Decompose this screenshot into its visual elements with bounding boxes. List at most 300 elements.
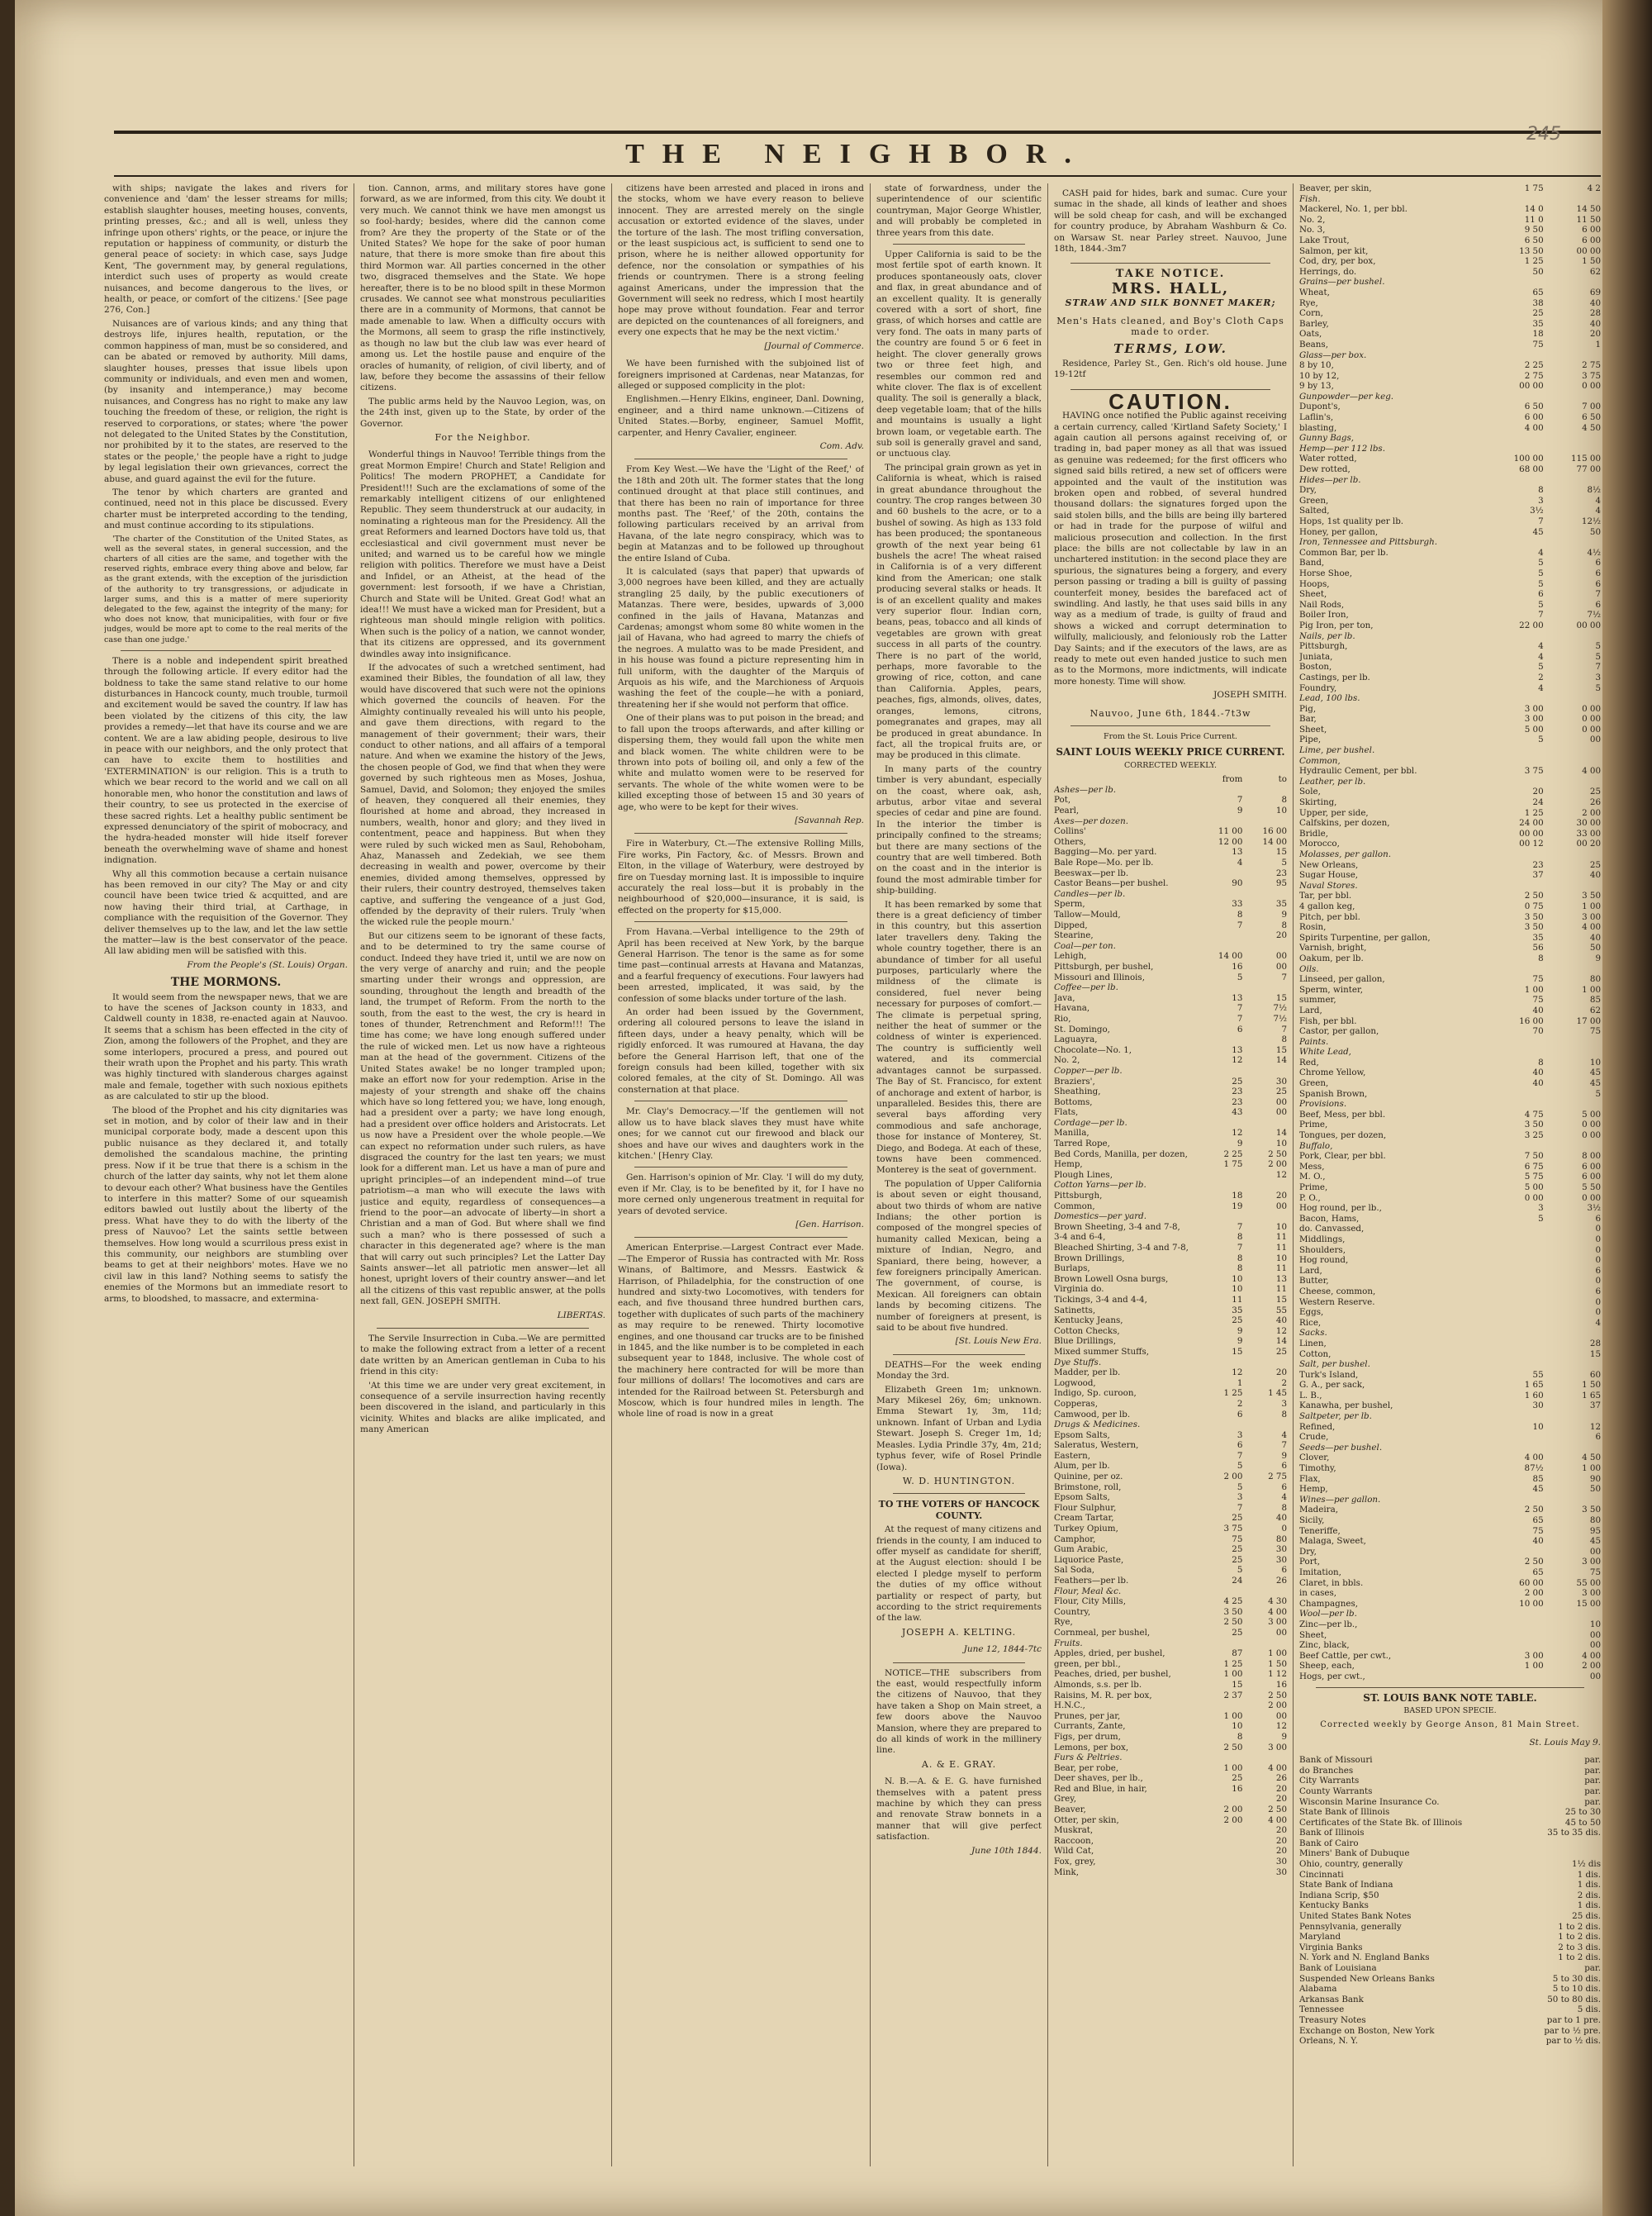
table-cell-item: Indiana Scrip, $50 (1299, 1890, 1379, 1900)
table-cell-value: 100 00 (1513, 454, 1544, 464)
masthead-title: THE NEIGHBOR. (625, 139, 1089, 169)
table-row (1299, 1453, 1601, 1463)
table-cell-value: 5 dis. (1577, 2004, 1601, 2015)
table-cell-value: 4 (1237, 858, 1243, 868)
table-cell-item: Virginia Banks (1299, 1942, 1363, 1952)
table-cell-item: Pork, Clear, per bbl. (1299, 1151, 1386, 1162)
table-cell-item: Mixed summer Stuffs, (1054, 1346, 1150, 1357)
table-cell-value: 6 (1237, 1409, 1243, 1419)
table-cell-value: 6 (1538, 589, 1544, 600)
table-cell-item: green, per bbl., (1054, 1658, 1121, 1669)
table-cell-item: Bed Cords, Manilla, per dozen, (1054, 1148, 1188, 1159)
table-cell-item: Suspended New Orleans Banks (1299, 1973, 1435, 1984)
table-cell-item: Certificates of the State Bk. of Illinois (1299, 1817, 1463, 1828)
table-cell-item: Miners' Bank of Dubuque (1299, 1848, 1410, 1859)
table-row (1299, 1141, 1601, 1152)
table-row (1299, 183, 1601, 194)
table-row (1299, 641, 1601, 652)
table-row (1299, 1318, 1601, 1329)
table-cell-value: 37 (1532, 870, 1544, 881)
table-cell-item: Cotton, (1299, 1348, 1332, 1359)
table-cell-value: 00 (1275, 1201, 1287, 1211)
table-cell-value: 1 25 (1524, 256, 1544, 267)
table-cell-item: Castings, per lb. (1299, 672, 1370, 682)
table-row (1054, 1576, 1287, 1586)
table-cell-value: 25 (1532, 308, 1544, 319)
table-cell-item: Tarred Rope, (1054, 1139, 1110, 1149)
table-cell-value: 4 50 (1582, 1453, 1601, 1463)
table-cell-item: Bear, per robe, (1054, 1762, 1119, 1773)
table-row (1054, 1295, 1287, 1305)
table-cell-value: 20 (1589, 329, 1601, 340)
table-cell-value (1544, 350, 1601, 361)
table-cell-item: Madder, per lb. (1054, 1367, 1121, 1378)
column-rule (1293, 183, 1294, 2166)
table-cell-value: 3½ (1587, 1203, 1601, 1214)
table-cell-value (1544, 194, 1601, 205)
table-cell-value: 3 50 (1223, 1606, 1243, 1617)
table-cell-value (1544, 1359, 1601, 1370)
bank-table-title: ST. LOUIS BANK NOTE TABLE. (1363, 1691, 1537, 1704)
paragraph: 'The charter of the Constitution of the United States, as well as the several states, in general succession, and the charters of all cities are the same, and together with the reserved rights, embrace every thing above and below, far as the grant extends, with the exception of the jurisdiction of the authority to try transgressions, or adjudicate in larger sums, and this is a matter of mere superiority delegated to the few, against the integrity of the many; for who does not know, that municipalities, with four or five judges, would be more apt to come to the real merits of the case than one judge.' (104, 534, 348, 644)
table-row (1299, 1547, 1601, 1557)
table-row (1054, 1430, 1287, 1441)
table-row (1054, 1691, 1287, 1701)
table-cell-value: 40 (1532, 1068, 1544, 1078)
table-cell-item: Pipe, (1299, 735, 1322, 745)
table-cell-item: Glass—per box. (1299, 350, 1367, 360)
table-cell-item: City Warrants (1299, 1776, 1360, 1786)
table-cell-value (1242, 941, 1287, 952)
table-cell-value (1544, 849, 1601, 860)
table-cell-value: 25 (1232, 1627, 1243, 1638)
table-cell-value: 15 (1275, 1294, 1287, 1305)
table-row (1299, 1234, 1601, 1245)
paragraph: Gen. Harrison's opinion of Mr. Clay. 'I will do my duty, even if Mr. Clay, is to be benefited by it, for I have no more cerned only ungenerous treatment in requital for years of devoted service. (618, 1172, 864, 1216)
table-cell-item: Almonds, s.s. per lb. (1054, 1679, 1142, 1690)
table-cell-item: Feathers—per lb. (1054, 1576, 1129, 1586)
table-cell-item: 9 by 13, (1299, 381, 1334, 392)
table-cell-item: Red and Blue, in hair, (1054, 1783, 1147, 1794)
table-cell-item: Hoops, (1299, 578, 1330, 589)
table-row (1054, 847, 1287, 858)
table-cell-item: Bottoms, (1054, 1096, 1093, 1107)
table-cell-value: 45 (1589, 1068, 1601, 1078)
table-cell-item: Lard, (1299, 1265, 1322, 1276)
table-row (1054, 1315, 1287, 1326)
divider (893, 1493, 1025, 1494)
paragraph: with ships; navigate the lakes and rivers for convenience and 'dam' the lesser streams for mills; establish slaughter houses, meeting houses, convents, printing presses, &c.; and all is well, unless they infringe upon others' rights, or the peace, or injure the reputation or happiness of community, or disturb the general peace of society: in which case, says Judge Kent, 'The government may, by general regulations, interdict such uses of property as would create nuisances, and become dangerous to the lives, or health, or peace, or comfort of the citizens.' [See page 276, Con.] (104, 183, 348, 316)
table-cell-value: 2 (1281, 1377, 1287, 1388)
table-cell-item: Bale Rope—Mo. per lb. (1054, 858, 1154, 868)
table-cell-value: 00 (1589, 1640, 1601, 1651)
table-cell-value: 70 (1532, 1026, 1544, 1037)
table-cell-value: 3 75 (1223, 1524, 1243, 1534)
table-cell-value: 2 dis. (1577, 1890, 1601, 1900)
paragraph: Englishmen.—Henry Elkins, engineer, Danl. Downing, engineer, and a third name unknown.—Citizens of United States.—Borby, engineer, Samuel Moffit, carpenter, and Henry Cavalier, engineer. (618, 394, 864, 438)
table-cell-value: 23 (1232, 1096, 1243, 1107)
table-cell-value: 5 (1538, 1213, 1544, 1224)
table-cell-item: H.N.C., (1054, 1700, 1085, 1711)
table-cell-value: 24 00 (1519, 818, 1544, 829)
table-row (1299, 829, 1601, 839)
table-cell-value: 1 60 (1524, 1390, 1544, 1400)
table-cell-item: Linseed, per gallon, (1299, 974, 1385, 985)
table-row (1299, 1963, 1601, 1974)
table-cell-value: 4 00 (1582, 766, 1601, 777)
table-row (1054, 1815, 1287, 1826)
table-cell-value (1486, 1037, 1543, 1048)
table-cell-value: 24 (1532, 797, 1544, 808)
table-cell-item: Tickings, 3-4 and 4-4, (1054, 1294, 1147, 1305)
table-cell-item: Nail Rods, (1299, 599, 1345, 610)
table-row (1299, 662, 1601, 673)
table-cell-value: 2 50 (1223, 1617, 1243, 1628)
table-cell-value: 3½ (1530, 506, 1544, 516)
table-cell-value (1544, 1328, 1601, 1339)
table-cell-value: 15 (1275, 847, 1287, 858)
signature: A. & E. GRAY. (921, 1758, 997, 1770)
table-cell-item: Hops, 1st quality per lb. (1299, 516, 1404, 526)
table-cell-item: Otter, per skin, (1054, 1814, 1119, 1825)
table-cell-value: 1 75 (1524, 183, 1544, 193)
table-cell-value (1199, 1857, 1243, 1867)
table-row (1299, 506, 1601, 516)
table-cell-value: 5 (1595, 682, 1601, 693)
paragraph: Nuisances are of various kinds; and any thing that destroys life, injures health, reputation, or the common happiness of man, must be so considered, and can be abated or removed by authority. Mill dams, slaughter houses, presses that issue libels upon community or individuals, and even men and women, (by insanity and intemperance,) may become nuisances, and Congress has no right to make any law touching the freedom of these, or religion, the right is reserved to corporations, or states; where 'the power not delegated to the United States by the Constitution, nor prohibited by it to the states, are reserved to the states or the people,' the people have a right to judge by legal legislation their own grievances, correct the abuse, and guard against the evil for the future. (104, 318, 348, 484)
table-row (1054, 1274, 1287, 1285)
table-cell-item: Tongues, per dozen, (1299, 1130, 1387, 1141)
table-cell-item: Pearl, (1054, 806, 1080, 816)
table-cell-value (1486, 1089, 1543, 1100)
table-cell-item: Bank of Cairo (1299, 1838, 1359, 1848)
table-cell-item: Bacon, Hams, (1299, 1213, 1360, 1224)
table-cell-value: 3 75 (1524, 766, 1544, 777)
table-row (1299, 1182, 1601, 1193)
table-cell-value: 8 (1538, 485, 1544, 496)
table-cell-item: Rye, (1054, 1617, 1073, 1628)
table-cell-item: Calfskins, per dozen, (1299, 818, 1390, 829)
table-row (1299, 683, 1601, 694)
ad-heading: TAKE NOTICE. (1115, 268, 1226, 281)
table-cell-value: 12 (1589, 1421, 1601, 1432)
table-row (1299, 693, 1601, 704)
table-cell-item: Prunes, per jar, (1054, 1710, 1121, 1721)
table-cell-value: 2 to 3 dis. (1558, 1942, 1601, 1952)
notice-headline: TO THE VOTERS OF HANCOCK COUNTY. (878, 1499, 1040, 1521)
table-cell-value: 0 (1595, 1296, 1601, 1307)
table-row (1299, 1266, 1601, 1277)
table-row (1054, 1743, 1287, 1753)
table-cell-value: 11 (1275, 1263, 1287, 1274)
table-row (1299, 1089, 1601, 1100)
table-cell-item: Sheet, (1299, 589, 1327, 600)
table-cell-item: Pot, (1054, 795, 1071, 806)
table-row (1299, 673, 1601, 683)
table-row (1054, 982, 1287, 993)
table-cell-item: Domestics—per yard. (1054, 1211, 1146, 1222)
table-cell-value: 3 00 (1268, 1742, 1287, 1752)
table-cell-value: 80 (1589, 974, 1601, 985)
table-cell-value (1544, 475, 1601, 486)
table-row (1299, 1214, 1601, 1225)
table-cell-value: 1 50 (1582, 1380, 1601, 1391)
divider (893, 1662, 1025, 1663)
table-cell-item: Grains—per bushel. (1299, 277, 1385, 288)
table-cell-value (1486, 1359, 1543, 1370)
table-row (1299, 1276, 1601, 1286)
table-cell-value: 10 (1275, 1253, 1287, 1263)
table-cell-value: 5 (1237, 1461, 1243, 1472)
table-row (1299, 1766, 1601, 1776)
table-row (1299, 1922, 1601, 1933)
table-cell-item: Kanawha, per bushel, (1299, 1400, 1393, 1411)
table-cell-value: 4 (1538, 641, 1544, 652)
table-cell-item: Manilla, (1054, 1128, 1089, 1139)
table-row (1299, 943, 1601, 953)
table-cell-value (1486, 849, 1543, 860)
table-cell-value: 1 (1237, 1377, 1243, 1388)
table-cell-value (1242, 1586, 1287, 1597)
bank-table-date: St. Louis May 9. (1529, 1737, 1601, 1748)
table-cell-value: 0 00 (1582, 1120, 1601, 1130)
table-cell-value: 1 dis. (1577, 1880, 1601, 1890)
table-row (1299, 392, 1601, 402)
table-cell-value: 20 (1275, 1835, 1287, 1846)
table-cell-value: 25 (1232, 1315, 1243, 1326)
table-cell-value: 4 25 (1223, 1596, 1243, 1607)
table-row (1299, 1203, 1601, 1214)
paragraph: The tenor by which charters are granted and continued, need not in this place be discussed. Every charter must be interpreted according to the tending, and must continue according to its stipulations. (104, 487, 348, 531)
table-row (1299, 1110, 1601, 1120)
table-row (1299, 1984, 1601, 1995)
table-cell-value: 0 (1595, 1224, 1601, 1234)
table-row (1299, 922, 1601, 933)
table-cell-item: Cordage—per lb. (1054, 1117, 1127, 1128)
table-cell-item: Pennsylvania, generally (1299, 1921, 1402, 1932)
table-cell-value: 7 (1595, 589, 1601, 600)
table-row (1054, 1326, 1287, 1337)
table-row (1054, 816, 1287, 827)
table-cell-value: 11 50 (1576, 214, 1601, 225)
table-row (1054, 795, 1287, 806)
table-cell-item: Cream Tartar, (1054, 1513, 1114, 1524)
table-cell-item: Paints. (1299, 1036, 1329, 1047)
table-cell-value: 25 (1232, 1513, 1243, 1524)
table-cell-value: 00 (1275, 1096, 1287, 1107)
table-row (1299, 402, 1601, 412)
article-source: Com. Adv. (819, 440, 864, 451)
table-cell-value (1242, 1211, 1287, 1222)
table-cell-value: 6 (1281, 1481, 1287, 1492)
table-cell-value: 50 (1589, 526, 1601, 537)
table-cell-item: White Lead, (1299, 1047, 1351, 1058)
ad-text: Residence, Parley St., Gen. Rich's old house. June 19-12tf (1054, 358, 1287, 380)
table-cell-value: 9 50 (1524, 225, 1544, 235)
table-cell-value: 35 (1232, 1305, 1243, 1315)
table-row (1054, 1857, 1287, 1867)
table-cell-value: 11 (1275, 1284, 1287, 1295)
table-cell-item: Horse Shoe, (1299, 568, 1353, 578)
table-cell-value: 30 (1275, 1866, 1287, 1877)
table-row (1299, 1870, 1601, 1881)
table-row (1299, 2036, 1601, 2047)
paragraph: But our citizens seem to be ignorant of these facts, and to be determined to try the same course of conduct. Indeed they have tried it, until we are now on the very verge of anarchy and ruin; and the people smarting under their wrongs and oppression, are sounding, throughout the length and breadth of the land, the trumpet of Reform. From the north to the south, from the east to the west, the cry is heard in tones of thunder, Retrenchment and Reform!!! The time has come; we have long enough suffered under the rule of wicked men. Let us now have a righteous man at the head of the government. Citizens of the United States awake! be no longer trampled upon; make an effort now for your redemption. Arise in the majesty of your strength and shake off the chains which have so long fettered you; we have, long enough, had a president over a party; we have long enough, had a president over office holders and Aristocrats. Let us now have a President over the whole people.—We can expect no reformation under such rulers, as have disgraced the country for the last ten years; we must look for a different man. Let us have a man of pure and upright principles—of an independent mind—of true patriotism—a man who will execute the laws with justice and equity, regardless of consequences—a friend to the poor—an advocate of liberty—in short a Christian and a man of God. But where shall we find such a man? who is there possessed of such a character in this degenerated age? where is the man that will carry out such principles? Let the Latter Day Saints answer—let all patriotic men answer—let all honest, upright lovers of their country answer—and let all the citizens of this vast republic answer, at the polls next fall, GEN. JOSEPH SMITH. (360, 930, 605, 1307)
table-cell-value (1486, 1255, 1543, 1266)
table-cell-item: Champagnes, (1299, 1598, 1359, 1609)
table-cell-value: 4 00 (1524, 422, 1544, 433)
table-row (1299, 496, 1601, 506)
table-row (1299, 964, 1601, 975)
table-row (1054, 1586, 1287, 1597)
table-cell-value: 1 00 (1582, 984, 1601, 995)
table-cell-item: Salmon, per kit, (1299, 245, 1369, 256)
table-cell-item: Satinetts, (1054, 1305, 1096, 1315)
table-cell-item: Raccoon, (1054, 1835, 1094, 1846)
table-cell-item: Camwood, per lb. (1054, 1409, 1131, 1419)
table-cell-item: Crude, (1299, 1432, 1329, 1443)
price-table (1054, 774, 1287, 1877)
table-cell-item: Red, (1299, 1057, 1319, 1068)
table-cell-value: 15 00 (1576, 1598, 1601, 1609)
table-row (1299, 704, 1601, 715)
table-cell-value: 00 20 (1576, 839, 1601, 849)
table-row (1054, 1232, 1287, 1243)
table-cell-value: 13 (1275, 1273, 1287, 1284)
table-row (1054, 858, 1287, 868)
table-cell-value: 8 (1237, 910, 1243, 920)
table-cell-value: 40 (1589, 318, 1601, 329)
table-cell-value (1544, 1047, 1601, 1058)
table-cell-item: do. Canvassed, (1299, 1224, 1365, 1234)
table-cell-item: 3-4 and 6-4, (1054, 1232, 1106, 1243)
table-row (1054, 941, 1287, 952)
folio-number: 245 (1526, 124, 1561, 145)
table-row (1054, 1555, 1287, 1566)
table-cell-value (1486, 350, 1543, 361)
table-row (1299, 246, 1601, 257)
table-cell-value: 80 (1589, 1515, 1601, 1525)
table-cell-value: 5 (1281, 858, 1287, 868)
table-row (1299, 735, 1601, 745)
table-row (1054, 1170, 1287, 1181)
table-cell-value: 7 (1281, 1024, 1287, 1034)
table-cell-value (1486, 1630, 1543, 1641)
table-cell-value (1486, 964, 1543, 975)
table-cell-value: 19 (1232, 1201, 1243, 1211)
table-cell-value: 115 00 (1570, 454, 1601, 464)
ad-text: Men's Hats cleaned, and Boy's Cloth Caps made to order. (1056, 315, 1284, 338)
article-source: [St. Louis New Era. (955, 1336, 1042, 1347)
table-cell-value: 65 (1532, 1515, 1544, 1525)
table-cell-value (1242, 1638, 1287, 1649)
table-cell-value (1530, 1838, 1601, 1849)
table-cell-value: par. (1584, 1796, 1601, 1807)
table-cell-value: 8 (1281, 1409, 1287, 1419)
table-cell-value: 4 00 (1582, 1650, 1601, 1661)
table-cell-value: 1 dis. (1577, 1869, 1601, 1880)
table-cell-item: Common, (1054, 1201, 1095, 1211)
table-row (1054, 1680, 1287, 1691)
table-cell-value (1199, 1836, 1243, 1847)
table-cell-item: Cornmeal, per bushel, (1054, 1627, 1151, 1638)
table-row (1299, 881, 1601, 892)
table-cell-value: 3 (1538, 1203, 1544, 1214)
table-cell-item: Gum Arabic, (1054, 1544, 1108, 1555)
table-cell-item: Burlaps, (1054, 1263, 1090, 1274)
table-cell-value: 10 (1589, 1057, 1601, 1068)
table-cell-value: 1 65 (1582, 1390, 1601, 1400)
table-cell-value: 9 (1237, 806, 1243, 816)
table-cell-value: 3 00 (1582, 1588, 1601, 1599)
table-cell-value (1199, 982, 1243, 993)
table-cell-value: 15 (1275, 992, 1287, 1003)
table-cell-value: 33 00 (1576, 828, 1601, 839)
table-row (1299, 464, 1601, 475)
table-cell-value: 9 (1237, 1139, 1243, 1149)
table-cell-item: do Branches (1299, 1765, 1354, 1776)
ad-trade: STRAW AND SILK BONNET MAKER; (1065, 297, 1276, 309)
table-cell-value: 5 00 (1582, 1109, 1601, 1120)
table-row (1054, 1055, 1287, 1066)
table-cell-item: Coffee—per lb. (1054, 982, 1118, 993)
table-row (1299, 756, 1601, 767)
table-cell-value (1199, 1358, 1243, 1368)
table-row (1054, 1128, 1287, 1139)
table-row (1054, 930, 1287, 941)
table-cell-item: New Orleans, (1299, 859, 1359, 870)
table-cell-value (1530, 1848, 1601, 1859)
table-cell-value: 77 00 (1576, 464, 1601, 475)
table-cell-value: 20 (1275, 930, 1287, 941)
table-row (1054, 1805, 1287, 1815)
table-row (1299, 1943, 1601, 1953)
table-cell-value: 7 (1237, 1013, 1243, 1024)
table-row (1299, 329, 1601, 340)
table-cell-item: Common, (1299, 755, 1341, 766)
table-cell-value (1486, 1047, 1543, 1058)
table-cell-value: 11 00 (1218, 826, 1243, 837)
table-cell-value: 75 (1232, 1534, 1243, 1544)
table-cell-value: 6 00 (1524, 412, 1544, 423)
table-cell-value: 1 to 2 dis. (1558, 1932, 1601, 1943)
table-cell-value: 30 (1275, 1076, 1287, 1087)
table-row (1054, 1513, 1287, 1524)
table-cell-value: 9 (1237, 1325, 1243, 1336)
table-cell-value (1486, 1318, 1543, 1329)
table-cell-value: par. (1584, 1765, 1601, 1776)
column-header-to: to (1278, 774, 1287, 785)
table-cell-value (1242, 1066, 1287, 1077)
table-cell-value: 14 00 (1218, 951, 1243, 962)
table-cell-value: 10 (1232, 1284, 1243, 1295)
notice-date: June 10th 1844. (971, 1845, 1042, 1856)
table-cell-value: 12½ (1581, 516, 1601, 526)
table-row (1299, 839, 1601, 849)
table-cell-value: 4 (1281, 1492, 1287, 1503)
table-cell-value (1199, 1118, 1243, 1129)
table-cell-value (1486, 1432, 1543, 1443)
table-row (1299, 912, 1601, 923)
table-row (1299, 797, 1601, 808)
table-cell-value: 4 (1595, 495, 1601, 506)
table-cell-value: 5 (1237, 972, 1243, 982)
table-row (1054, 1763, 1287, 1774)
table-row (1299, 1422, 1601, 1433)
table-row (1299, 1807, 1601, 1818)
table-row (1054, 1867, 1287, 1878)
table-cell-value: par. (1584, 1755, 1601, 1766)
